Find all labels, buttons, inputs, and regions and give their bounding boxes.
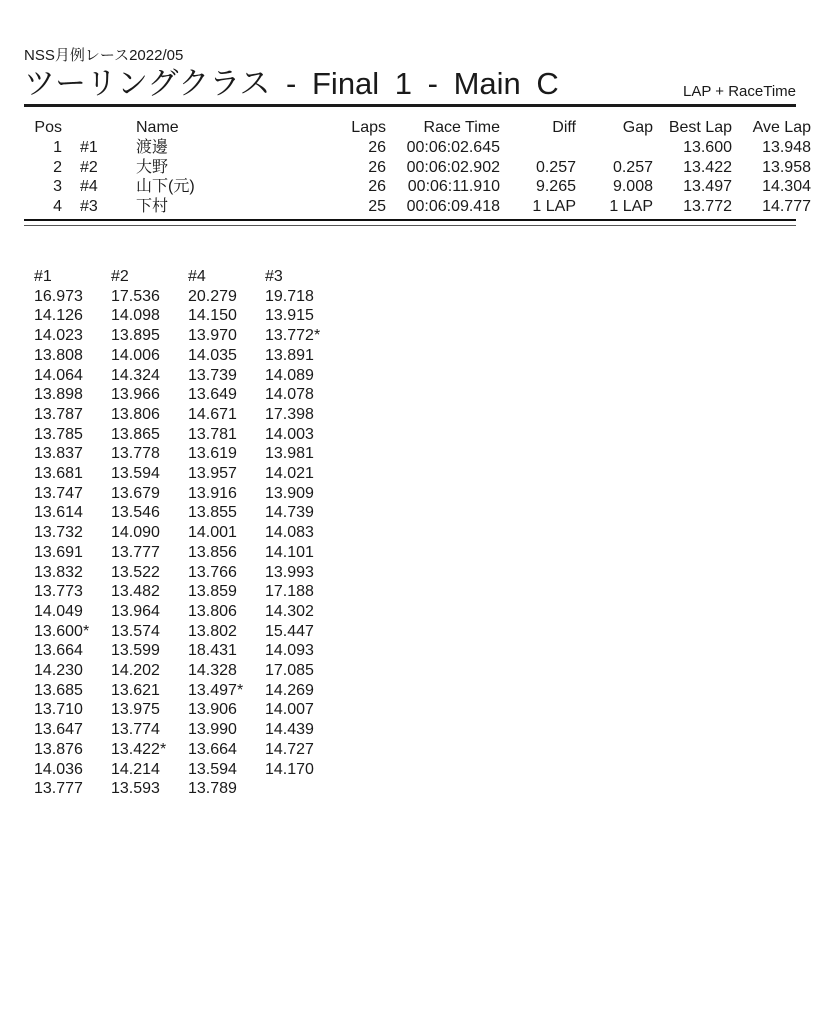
lap-time-cell: 14.126 (34, 307, 83, 325)
lap-time-cell: 16.973 (34, 287, 83, 305)
lap-time-cell: 13.649 (188, 386, 237, 404)
lap-time-cell: 14.202 (111, 662, 160, 680)
lap-time-cell: 17.188 (265, 583, 314, 601)
lap-row (34, 287, 342, 307)
result-cell-pos: 2 (53, 158, 62, 176)
lap-time-cell: 13.785 (34, 425, 83, 443)
lap-row (34, 503, 342, 523)
lap-time-cell: 18.431 (188, 642, 237, 660)
lap-time-cell: 14.170 (265, 760, 314, 778)
lap-time-cell: 13.909 (265, 484, 314, 502)
lap-time-cell: 13.685 (34, 681, 83, 699)
lap-time-cell: 13.876 (34, 740, 83, 758)
lap-row (34, 484, 342, 504)
result-cell-gap (576, 138, 653, 158)
lap-time-cell: 19.718 (265, 287, 314, 305)
result-cell-name: 山下(元) (136, 178, 195, 196)
lap-time-cell: 13.594 (111, 465, 160, 483)
lap-time-cell: 14.150 (188, 307, 237, 325)
lap-time-cell: 13.664 (34, 642, 83, 660)
result-cell-car: #4 (80, 178, 98, 196)
lap-time-cell: 13.422* (111, 740, 167, 758)
result-cell-diff (500, 138, 576, 158)
lap-time-cell: 14.089 (265, 366, 314, 384)
lap-time-cell: 13.787 (34, 405, 83, 423)
lap-row (34, 444, 342, 464)
results-header-diff: Diff (552, 119, 576, 136)
lap-row (34, 563, 342, 583)
results-header-car (62, 118, 136, 138)
lap-row (34, 582, 342, 602)
lap-time-cell: 13.594 (188, 760, 237, 778)
lap-time-cell: 13.964 (111, 602, 160, 620)
lap-row (34, 326, 342, 346)
lap-time-cell: 13.664 (188, 740, 237, 758)
lap-row (34, 681, 342, 701)
lap-chart-header-row (34, 267, 342, 287)
result-cell-pos: 4 (53, 198, 62, 216)
lap-time-cell: 13.766 (188, 563, 237, 581)
result-cell-race-time: 00:06:02.902 (406, 158, 500, 176)
lap-time-cell: 14.021 (265, 465, 314, 483)
lap-time-cell: 14.001 (188, 524, 237, 542)
result-cell-name: 渡邊 (136, 138, 169, 156)
lap-time-cell: 13.774 (111, 721, 160, 739)
lap-time-cell: 13.981 (265, 445, 314, 463)
lap-row (34, 306, 342, 326)
results-table-head (24, 118, 811, 138)
lap-time-cell: 13.915 (265, 307, 314, 325)
lap-row (34, 641, 342, 661)
lap-time-cell: 14.006 (111, 346, 160, 364)
lap-time-cell: 20.279 (188, 287, 237, 305)
lap-time-cell: 13.856 (188, 543, 237, 561)
results-header-race-time: Race Time (423, 119, 500, 136)
lap-time-cell: 13.681 (34, 465, 83, 483)
results-header-pos: Pos (34, 119, 62, 136)
lap-time-cell: 14.302 (265, 602, 314, 620)
result-cell-gap: 9.008 (612, 178, 653, 196)
result-cell-car: #1 (80, 138, 98, 156)
lap-time-cell: 13.574 (111, 622, 160, 640)
lap-time-cell: 14.098 (111, 307, 160, 325)
results-header-laps: Laps (351, 119, 386, 136)
lap-time-cell: 13.679 (111, 484, 160, 502)
lap-column-header: #4 (188, 267, 206, 285)
lap-row (34, 661, 342, 681)
lap-time-cell: 13.916 (188, 484, 237, 502)
lap-row (34, 346, 342, 366)
result-row (24, 158, 811, 178)
lap-time-cell: 14.328 (188, 662, 237, 680)
lap-chart-body (34, 287, 342, 799)
lap-time-cell: 13.497* (188, 681, 244, 699)
lap-time-cell: 14.083 (265, 524, 314, 542)
lap-times-table (34, 267, 342, 799)
lap-time-cell: 17.536 (111, 287, 160, 305)
lap-time-cell: 14.439 (265, 721, 314, 739)
lap-time-cell: 13.522 (111, 563, 160, 581)
lap-time-cell: 13.990 (188, 721, 237, 739)
lap-time-cell: 13.802 (188, 622, 237, 640)
lap-row (34, 779, 342, 799)
lap-time-cell: 13.482 (111, 583, 160, 601)
result-cell-ave-lap: 14.304 (762, 178, 811, 196)
result-row (24, 197, 811, 217)
lap-row (34, 740, 342, 760)
title-rule (24, 104, 796, 107)
lap-time-cell: 15.447 (265, 622, 314, 640)
result-cell-race-time: 00:06:11.910 (407, 178, 500, 196)
lap-time-cell: 13.614 (34, 504, 83, 522)
lap-column-header: #2 (111, 267, 129, 285)
lap-time-cell: 13.619 (188, 445, 237, 463)
result-cell-best-lap: 13.772 (683, 198, 732, 216)
lap-time-cell: 13.855 (188, 504, 237, 522)
result-cell-name: 大野 (136, 158, 169, 176)
lap-time-cell: 13.895 (111, 327, 160, 345)
result-cell-gap: 0.257 (612, 158, 653, 176)
results-table-body (24, 138, 811, 217)
lap-time-cell: 13.970 (188, 327, 237, 345)
results-table (24, 118, 811, 217)
lap-time-cell: 13.778 (111, 445, 160, 463)
lap-time-cell: 13.859 (188, 583, 237, 601)
lap-time-cell: 14.101 (265, 543, 314, 561)
lap-time-cell: 13.789 (188, 780, 237, 798)
lap-row (34, 464, 342, 484)
lap-time-cell: 13.806 (188, 602, 237, 620)
lap-time-cell: 13.777 (34, 780, 83, 798)
lap-time-cell: 14.003 (265, 425, 314, 443)
result-cell-race-time: 00:06:09.418 (406, 198, 500, 216)
lap-time-cell: 13.808 (34, 346, 83, 364)
lap-time-cell: 13.747 (34, 484, 83, 502)
event-title: NSS月例レース2022/05 (24, 47, 184, 64)
result-cell-laps: 26 (368, 158, 386, 176)
results-header-gap: Gap (622, 119, 653, 136)
result-cell-diff: 0.257 (535, 158, 576, 176)
result-cell-car: #3 (80, 198, 98, 216)
lap-time-cell: 13.599 (111, 642, 160, 660)
results-header-ave-lap: Ave Lap (752, 119, 811, 136)
lap-row (34, 700, 342, 720)
lap-time-cell: 13.966 (111, 386, 160, 404)
result-cell-best-lap: 13.422 (683, 158, 732, 176)
lap-row (34, 720, 342, 740)
result-cell-pos: 1 (53, 138, 62, 156)
lap-time-cell: 14.324 (111, 366, 160, 384)
results-header-row (24, 118, 811, 138)
lap-time-cell: 17.398 (265, 405, 314, 423)
lap-column-header: #1 (34, 267, 52, 285)
lap-time-cell: 17.085 (265, 662, 314, 680)
lap-time-cell: 13.898 (34, 386, 83, 404)
lap-time-cell: 14.064 (34, 366, 83, 384)
lap-time-cell: 13.891 (265, 346, 314, 364)
lap-row (34, 602, 342, 622)
lap-row (34, 405, 342, 425)
lap-time-cell: 13.832 (34, 563, 83, 581)
lap-time-cell: 13.710 (34, 701, 83, 719)
lap-time-cell: 13.806 (111, 405, 160, 423)
lap-time-cell: 14.023 (34, 327, 83, 345)
result-cell-best-lap: 13.497 (683, 178, 732, 196)
result-cell-laps: 26 (368, 138, 386, 156)
lap-row (34, 385, 342, 405)
lap-row (34, 425, 342, 445)
result-cell-name: 下村 (136, 198, 169, 216)
lap-time-cell: 13.773 (34, 583, 83, 601)
title-row (24, 65, 796, 103)
results-bottom-rule (24, 219, 796, 226)
result-cell-laps: 25 (368, 198, 386, 216)
lap-column-header: #3 (265, 267, 283, 285)
lap-time-cell: 14.078 (265, 386, 314, 404)
lap-row (34, 622, 342, 642)
result-cell-diff: 9.265 (535, 178, 576, 196)
result-cell-race-time: 00:06:02.645 (406, 138, 500, 156)
lap-row (34, 543, 342, 563)
lap-time-cell: 13.593 (111, 780, 160, 798)
lap-time-cell (265, 779, 342, 799)
lap-time-cell: 14.036 (34, 760, 83, 778)
result-cell-ave-lap: 13.958 (762, 158, 811, 176)
lap-time-cell: 13.975 (111, 701, 160, 719)
result-row (24, 177, 811, 197)
results-header-name: Name (136, 119, 179, 136)
results-header-best-lap: Best Lap (668, 119, 732, 136)
lap-row (34, 523, 342, 543)
result-row (24, 138, 811, 158)
result-cell-best-lap: 13.600 (683, 138, 732, 156)
result-cell-laps: 26 (368, 178, 386, 196)
lap-time-cell: 13.621 (111, 681, 160, 699)
result-cell-pos: 3 (53, 178, 62, 196)
lap-time-cell: 13.600* (34, 622, 90, 640)
lap-time-cell: 13.732 (34, 524, 83, 542)
lap-time-cell: 13.546 (111, 504, 160, 522)
lap-time-cell: 14.049 (34, 602, 83, 620)
format-label: LAP + RaceTime (683, 83, 796, 100)
lap-chart-head (34, 267, 342, 287)
result-cell-ave-lap: 14.777 (762, 198, 811, 216)
lap-time-cell: 14.035 (188, 346, 237, 364)
lap-time-cell: 13.957 (188, 465, 237, 483)
lap-time-cell: 13.691 (34, 543, 83, 561)
lap-time-cell: 14.671 (188, 405, 237, 423)
lap-row (34, 366, 342, 386)
lap-time-cell: 14.739 (265, 504, 314, 522)
race-title: ツーリングクラス - Final 1 - Main C (24, 66, 559, 101)
lap-time-cell: 13.772* (265, 327, 321, 345)
lap-time-cell: 14.230 (34, 662, 83, 680)
result-cell-gap: 1 LAP (609, 198, 653, 216)
lap-time-cell: 14.093 (265, 642, 314, 660)
sheet-content (24, 47, 811, 799)
lap-time-cell: 14.269 (265, 681, 314, 699)
lap-time-cell: 14.727 (265, 740, 314, 758)
result-cell-car: #2 (80, 158, 98, 176)
lap-time-cell: 13.777 (111, 543, 160, 561)
lap-time-cell: 13.647 (34, 721, 83, 739)
result-cell-diff: 1 LAP (532, 198, 576, 216)
lap-time-cell: 13.837 (34, 445, 83, 463)
lap-time-cell: 13.906 (188, 701, 237, 719)
lap-time-cell: 14.090 (111, 524, 160, 542)
lap-time-cell: 13.781 (188, 425, 237, 443)
lap-time-cell: 13.993 (265, 563, 314, 581)
lap-time-cell: 13.739 (188, 366, 237, 384)
lap-time-cell: 13.865 (111, 425, 160, 443)
lap-row (34, 760, 342, 780)
result-cell-ave-lap: 13.948 (762, 138, 811, 156)
lap-time-cell: 14.007 (265, 701, 314, 719)
lap-time-cell: 14.214 (111, 760, 160, 778)
